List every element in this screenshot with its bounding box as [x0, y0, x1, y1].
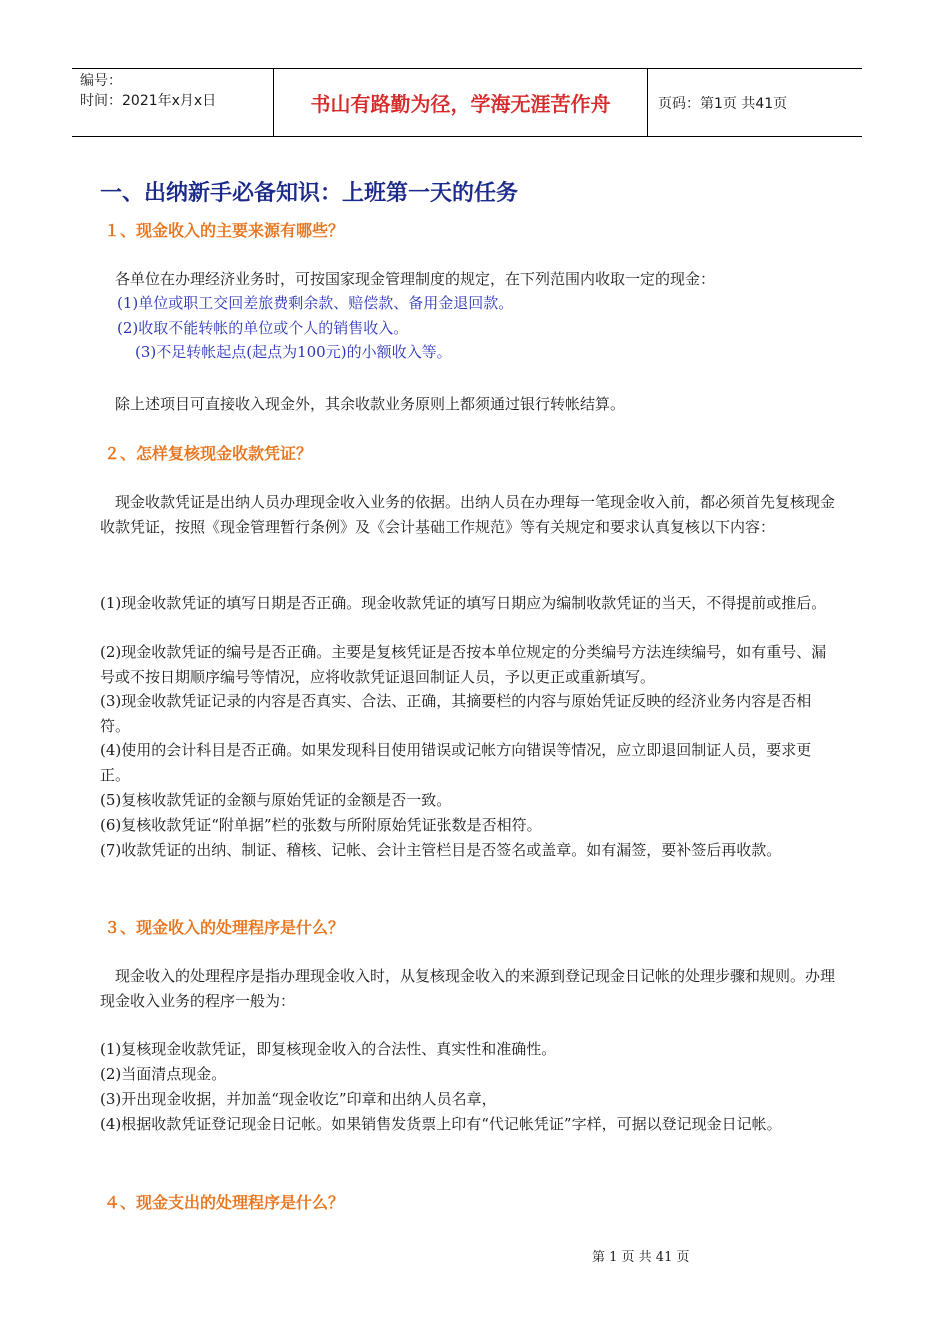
header-page-info: 页码：第1页 共41页 — [658, 95, 788, 112]
header-meta — [72, 69, 274, 136]
section-1-intro: 各单位在办理经济业务时，可按国家现金管理制度的规定，在下列范围内收取一定的现金： — [100, 270, 716, 288]
page-header — [72, 68, 862, 137]
section-1-closing: 除上述项目可直接收入现金外，其余收款业务原则上都须通过银行转帐结算。 — [100, 395, 626, 413]
section-2-item-3: (3)现金收款凭证记录的内容是否真实、合法、正确，其摘要栏的内容与原始凭证反映的经济业务内容是否相符。 — [100, 692, 812, 735]
section-3-intro: 现金收入的处理程序是指办理现金收入时，从复核现金收入的来源到登记现金日记帐的处理步骤和规则。办理现金收入业务的程序一般为： — [100, 967, 836, 1010]
section-1-item-3: (3)不足转帐起点(起点为100元)的小额收入等。 — [135, 343, 452, 361]
section-2-item-4: (4)使用的会计科目是否正确。如果发现科目使用错误或记帐方向错误等情况，应立即退回制证人员，要求更正。 — [100, 741, 812, 784]
section-3-item-4: (4)根据收款凭证登记现金日记帐。如果销售发货票上印有“代记帐凭证”字样，可据以登记现金日记帐。 — [100, 1115, 782, 1133]
section-3-item-2: (2)当面清点现金。 — [100, 1065, 227, 1083]
section-2-heading: ２、怎样复核现金收款凭证？ — [104, 444, 313, 463]
section-2-intro: 现金收款凭证是出纳人员办理现金收入业务的依据。出纳人员在办理每一笔现金收入前，都必须首先复核现金收款凭证，按照《现金管理暂行条例》及《会计基础工作规范》等有关规定和要求认真复核以下内容： — [100, 493, 836, 536]
section-2-item-6: (6)复核收款凭证“附单据”栏的张数与所附原始凭证张数是否相符。 — [100, 816, 542, 834]
document-title: 一、出纳新手必备知识：上班第一天的任务 — [100, 181, 519, 206]
header-motto: 书山有路勤为径，学海无涯苦作舟 — [274, 69, 648, 136]
section-4-heading: ４、现金支出的处理程序是什么？ — [104, 1193, 345, 1212]
section-2-item-1: (1)现金收款凭证的填写日期是否正确。现金收款凭证的填写日期应为编制收款凭证的当天，不得提前或推后。 — [100, 594, 827, 612]
number-label: 编号： — [80, 73, 122, 89]
section-2-item-5: (5)复核收款凭证的金额与原始凭证的金额是否一致。 — [100, 791, 452, 809]
section-1-heading: １、现金收入的主要来源有哪些？ — [104, 221, 345, 240]
section-1-item-2: (2)收取不能转帐的单位或个人的销售收入。 — [117, 319, 409, 337]
section-3-heading: ３、现金收入的处理程序是什么？ — [104, 918, 345, 937]
section-3-item-3: (3)开出现金收据，并加盖“现金收讫”印章和出纳人员名章， — [100, 1090, 497, 1108]
section-1-item-1: (1)单位或职工交回差旅费剩余款、赔偿款、备用金退回款。 — [117, 294, 514, 312]
section-2-item-2: (2)现金收款凭证的编号是否正确。主要是复核凭证是否按本单位规定的分类编号方法连续编号，如有重号、漏号或不按日期顺序编号等情况，应将收款凭证退回制证人员，予以更正或重新填写。 — [100, 643, 827, 686]
time-label: 时间：2021年x月x日 — [80, 93, 217, 109]
section-2-item-7: (7)收款凭证的出纳、制证、稽核、记帐、会计主管栏目是否签名或盖章。如有漏签，要补签后再收款。 — [100, 841, 782, 859]
section-3-item-1: (1)复核现金收款凭证，即复核现金收入的合法性、真实性和准确性。 — [100, 1040, 557, 1058]
page-footer: 第 1 页 共 41 页 — [592, 1250, 690, 1265]
